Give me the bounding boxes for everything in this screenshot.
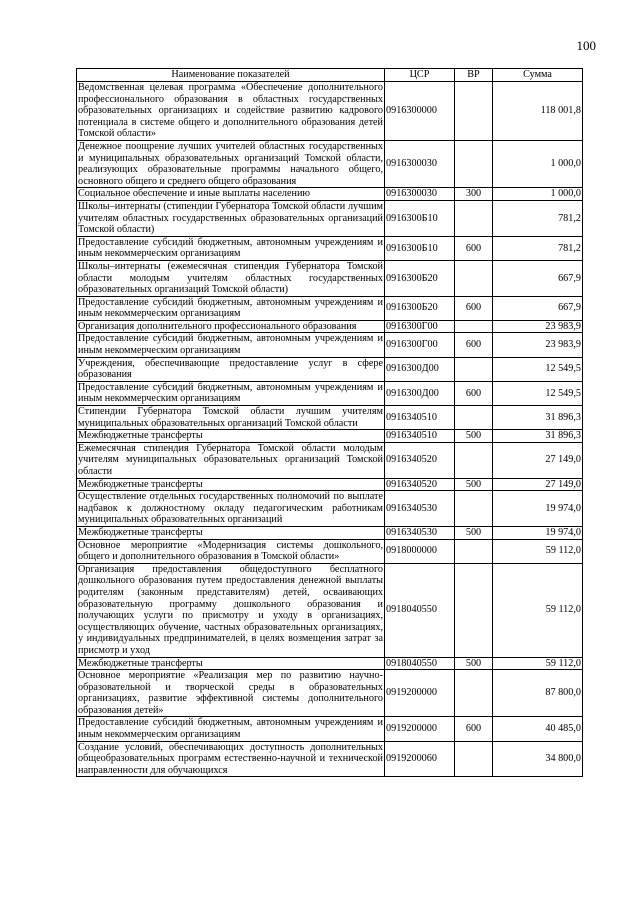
- table-row: [77, 188, 583, 201]
- table-row: [77, 296, 583, 320]
- cell-sum: 59 112,0: [493, 539, 583, 563]
- cell-vr: 600: [455, 381, 493, 405]
- cell-name: Предоставление субсидий бюджетным, автономным учреждениям и иным некоммерческим организациям: [78, 296, 383, 320]
- cell-name: Предоставление субсидий бюджетным, автономным учреждениям и иным некоммерческим организациям: [78, 333, 383, 357]
- cell-sum: 27 149,0: [493, 442, 583, 478]
- cell-csr: 0919200060: [385, 741, 455, 777]
- cell-sum: 31 896,3: [493, 406, 583, 430]
- cell-csr: 0916300Г00: [385, 320, 455, 333]
- cell-name: Предоставление субсидий бюджетным, автономным учреждениям и иным некоммерческим организациям: [78, 236, 383, 260]
- cell-name: Создание условий, обеспечивающих доступность дополнительных общеобразовательных программ естественно-научной и технической направленности для обучающихся: [78, 741, 383, 776]
- cell-csr: 0916340520: [385, 478, 455, 491]
- cell-name: Межбюджетные трансферты: [77, 657, 385, 670]
- cell-name: Стипендии Губернатора Томской области лучшим учителям муниципальных образовательных организаций Томской области: [78, 406, 383, 429]
- cell-csr: 0916300Д00: [385, 357, 455, 381]
- cell-sum: 1 000,0: [493, 140, 583, 187]
- table-row: [77, 406, 583, 430]
- cell-csr: 0916300Г00: [385, 333, 455, 357]
- cell-csr: 0916340510: [385, 406, 455, 430]
- cell-vr: [455, 357, 493, 381]
- cell-csr: 0916300030: [385, 140, 455, 187]
- cell-csr: 0916300030: [385, 188, 455, 201]
- cell-name: Организация предоставления общедоступного бесплатного дошкольного образования путем предоставления денежной выплаты родителям (законным представителям) детей, осваивающих образовательную программу дошкольного образования и получающих услуги по присмотру и уходу в организациях, осуществляющих обучение, частных образовательных организациях, у индивидуальных предпринимателей, в целях возмещения затрат за присмотр и уход: [78, 563, 383, 656]
- cell-csr: 0916340530: [385, 526, 455, 539]
- cell-vr: [455, 82, 493, 141]
- cell-name: Ведомственная целевая программа «Обеспечение дополнительного профессионального образования в областных государственных образовательных организациях и содействие развитию кадрового потенциала в системе общего и дополнительного образования детей Томской области»: [78, 82, 383, 140]
- cell-csr: 0919200000: [385, 670, 455, 717]
- cell-name: Межбюджетные трансферты: [77, 478, 385, 491]
- cell-vr: 600: [455, 296, 493, 320]
- cell-sum: 1 000,0: [493, 188, 583, 201]
- cell-csr: 0918040550: [385, 657, 455, 670]
- cell-vr: 500: [455, 526, 493, 539]
- cell-name: Денежное поощрение лучших учителей областных государственных и муниципальных образовательных организаций Томской области, реализующих образовательные программы начального общего, основного общего и среднего общего образования: [78, 140, 383, 187]
- cell-vr: 600: [455, 717, 493, 741]
- cell-vr: 500: [455, 430, 493, 443]
- cell-csr: 0916340530: [385, 491, 455, 527]
- cell-sum: 27 149,0: [493, 478, 583, 491]
- cell-csr: 0918000000: [385, 539, 455, 563]
- cell-vr: 500: [455, 657, 493, 670]
- cell-vr: [455, 670, 493, 717]
- table-row: [77, 333, 583, 357]
- cell-sum: 23 983,9: [493, 320, 583, 333]
- table-row: [77, 539, 583, 563]
- table-row: [77, 260, 583, 296]
- table-row: [77, 741, 583, 777]
- table-row: [77, 381, 583, 405]
- cell-vr: [455, 741, 493, 777]
- cell-name: Межбюджетные трансферты: [77, 430, 385, 443]
- table-row: [77, 357, 583, 381]
- cell-csr: 0918040550: [385, 563, 455, 657]
- cell-vr: 300: [455, 188, 493, 201]
- cell-vr: [455, 140, 493, 187]
- cell-sum: 667,9: [493, 260, 583, 296]
- table-header-row: [77, 69, 583, 82]
- table-row: [77, 430, 583, 443]
- cell-vr: [455, 442, 493, 478]
- cell-vr: [455, 539, 493, 563]
- cell-sum: 781,2: [493, 200, 583, 236]
- table-row: [77, 657, 583, 670]
- table-row: [77, 670, 583, 717]
- cell-sum: 781,2: [493, 236, 583, 260]
- cell-name: Предоставление субсидий бюджетным, автономным учреждениям и иным некоммерческим организациям: [78, 717, 383, 741]
- cell-sum: 31 896,3: [493, 430, 583, 443]
- cell-sum: 12 549,5: [493, 381, 583, 405]
- cell-sum: 87 800,0: [493, 670, 583, 717]
- cell-name: Основное мероприятие «Реализация мер по развитию научно-образовательной и творческой среды в образовательных организациях, развитие эффективной системы дополнительного образования детей»: [78, 670, 383, 716]
- cell-name: Школы–интернаты (ежемесячная стипендия Губернатора Томской области молодым учителям областных государственных образовательных организаций Томской области): [78, 260, 383, 296]
- cell-name: Межбюджетные трансферты: [77, 526, 385, 539]
- cell-sum: 667,9: [493, 296, 583, 320]
- header-name: Наименование показателей: [77, 69, 385, 82]
- budget-table: [76, 68, 583, 777]
- header-csr: ЦСР: [385, 69, 455, 82]
- cell-vr: 600: [455, 236, 493, 260]
- cell-name: Школы–интернаты (стипендии Губернатора Томской области лучшим учителям областных государственных образовательных организаций Томской области): [78, 200, 383, 236]
- cell-vr: [455, 260, 493, 296]
- cell-sum: 19 974,0: [493, 491, 583, 527]
- table-row: [77, 717, 583, 741]
- cell-sum: 19 974,0: [493, 526, 583, 539]
- cell-sum: 118 001,8: [493, 82, 583, 141]
- cell-csr: 0916340520: [385, 442, 455, 478]
- cell-sum: 59 112,0: [493, 657, 583, 670]
- cell-name: Организация дополнительного профессионального образования: [77, 320, 385, 333]
- cell-sum: 23 983,9: [493, 333, 583, 357]
- cell-csr: 0916300Б20: [385, 296, 455, 320]
- cell-sum: 12 549,5: [493, 357, 583, 381]
- table-row: [77, 140, 583, 187]
- cell-sum: 34 800,0: [493, 741, 583, 777]
- cell-name: Основное мероприятие «Модернизация системы дошкольного, общего и дополнительного образования в Томской области»: [78, 539, 383, 563]
- cell-csr: 0916300Б10: [385, 200, 455, 236]
- table-row: [77, 491, 583, 527]
- cell-csr: 0919200000: [385, 717, 455, 741]
- table-row: [77, 200, 583, 236]
- cell-name: Осуществление отдельных государственных полномочий по выплате надбавок к должностному окладу педагогическим работникам муниципальных образовательных организаций: [78, 491, 383, 526]
- table-row: [77, 320, 583, 333]
- page-number: 100: [576, 38, 596, 53]
- cell-sum: 59 112,0: [493, 563, 583, 657]
- cell-csr: 0916300000: [385, 82, 455, 141]
- cell-vr: [455, 491, 493, 527]
- cell-name: Социальное обеспечение и иные выплаты населению: [77, 188, 385, 201]
- table-row: [77, 526, 583, 539]
- table-row: [77, 442, 583, 478]
- cell-csr: 0916300Б20: [385, 260, 455, 296]
- table-row: [77, 236, 583, 260]
- cell-name: Предоставление субсидий бюджетным, автономным учреждениям и иным некоммерческим организациям: [78, 381, 383, 405]
- cell-vr: [455, 406, 493, 430]
- header-vr: ВР: [455, 69, 493, 82]
- cell-name: Учреждения, обеспечивающие предоставление услуг в сфере образования: [78, 357, 383, 381]
- header-sum: Сумма: [493, 69, 583, 82]
- table-row: [77, 478, 583, 491]
- cell-vr: [455, 200, 493, 236]
- cell-vr: [455, 320, 493, 333]
- cell-vr: 600: [455, 333, 493, 357]
- cell-sum: 40 485,0: [493, 717, 583, 741]
- cell-name: Ежемесячная стипендия Губернатора Томской области молодым учителям муниципальных образовательных организаций Томской области: [78, 442, 383, 477]
- cell-csr: 0916340510: [385, 430, 455, 443]
- table-row: [77, 563, 583, 657]
- cell-vr: [455, 563, 493, 657]
- cell-vr: 500: [455, 478, 493, 491]
- cell-csr: 0916300Д00: [385, 381, 455, 405]
- table-row: [77, 82, 583, 141]
- cell-csr: 0916300Б10: [385, 236, 455, 260]
